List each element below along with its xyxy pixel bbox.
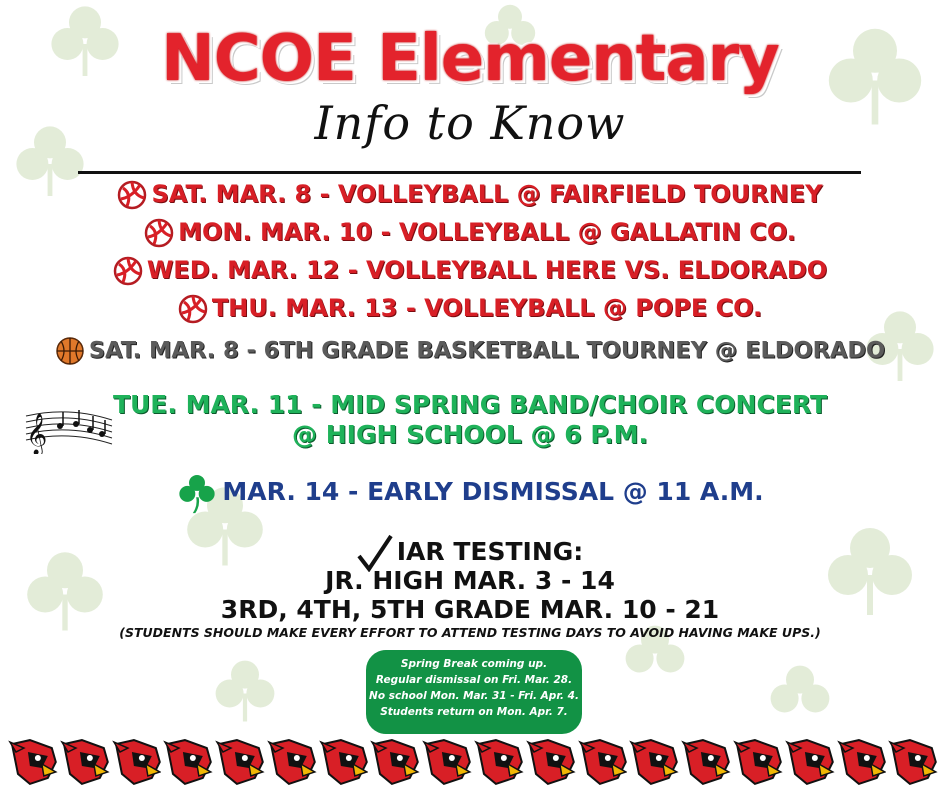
volleyball-icon xyxy=(117,180,147,210)
volleyball-icon xyxy=(113,256,143,286)
event-text: MON. MAR. 10 - VOLLEYBALL @ GALLATIN CO. xyxy=(178,218,796,246)
mascot-border xyxy=(8,738,938,786)
divider xyxy=(78,171,861,174)
event-text: SAT. MAR. 8 - 6TH GRADE BASKETBALL TOURNEY @ ELDORADO xyxy=(88,337,886,364)
volleyball-icon xyxy=(144,218,174,248)
cardinal-mascot-icon xyxy=(681,738,731,786)
event-text: THU. MAR. 13 - VOLLEYBALL @ POPE CO. xyxy=(211,294,763,322)
cardinal-mascot-icon xyxy=(837,738,887,786)
cardinal-mascot-icon xyxy=(8,738,58,786)
cardinal-mascot-icon xyxy=(578,738,628,786)
shamrock-icon xyxy=(176,472,218,514)
cardinal-mascot-icon xyxy=(733,738,783,786)
event-line-volleyball xyxy=(0,294,940,324)
event-line-volleyball xyxy=(0,218,940,248)
spring-break-line: No school Mon. Mar. 31 - Fri. Apr. 4. xyxy=(369,690,579,702)
cardinal-mascot-icon xyxy=(163,738,213,786)
event-text: SAT. MAR. 8 - VOLLEYBALL @ FAIRFIELD TOURNEY xyxy=(151,180,823,208)
background-shamrock-icon xyxy=(760,660,840,730)
concert-line-1: TUE. MAR. 11 - MID SPRING BAND/CHOIR CONCERT xyxy=(112,390,828,419)
event-line-basketball xyxy=(0,336,940,366)
page-subtitle: Info to Know xyxy=(314,96,626,150)
event-text: MAR. 14 - EARLY DISMISSAL @ 11 A.M. xyxy=(222,477,764,506)
spring-break-box xyxy=(366,650,582,734)
testing-line-2: 3RD, 4TH, 5TH GRADE MAR. 10 - 21 xyxy=(220,595,720,624)
cardinal-mascot-icon xyxy=(422,738,472,786)
spring-break-line: Students return on Mon. Apr. 7. xyxy=(380,706,568,718)
cardinal-mascot-icon xyxy=(319,738,369,786)
event-text: WED. MAR. 12 - VOLLEYBALL HERE VS. ELDORADO xyxy=(146,256,828,284)
cardinal-mascot-icon xyxy=(267,738,317,786)
background-shamrock-icon xyxy=(210,650,280,730)
cardinal-mascot-icon xyxy=(60,738,110,786)
concert-line-2: @ HIGH SCHOOL @ 6 P.M. xyxy=(292,420,648,449)
cardinal-mascot-icon xyxy=(785,738,835,786)
cardinal-mascot-icon xyxy=(370,738,420,786)
testing-line-1: JR. HIGH MAR. 3 - 14 xyxy=(325,566,615,595)
spring-break-line: Spring Break coming up. xyxy=(400,658,548,670)
cardinal-mascot-icon xyxy=(526,738,576,786)
event-line-volleyball xyxy=(0,180,940,210)
svg-text:𝄞: 𝄞 xyxy=(26,414,48,454)
spring-break-line: Regular dismissal on Fri. Mar. 28. xyxy=(375,674,573,686)
cardinal-mascot-icon xyxy=(629,738,679,786)
cardinal-mascot-icon xyxy=(112,738,162,786)
cardinal-mascot-icon xyxy=(215,738,265,786)
volleyball-icon xyxy=(178,294,208,324)
basketball-icon xyxy=(55,336,85,366)
event-line-volleyball xyxy=(0,256,940,286)
event-line-dismissal xyxy=(0,472,940,514)
cardinal-mascot-icon xyxy=(474,738,524,786)
cardinal-mascot-icon xyxy=(888,738,938,786)
page-title: NCOE Elementary xyxy=(161,22,779,96)
testing-note: (STUDENTS SHOULD MAKE EVERY EFFORT TO ATTEND TESTING DAYS TO AVOID HAVING MAKE UPS.) xyxy=(119,625,821,640)
testing-heading: IAR TESTING: xyxy=(396,537,584,566)
